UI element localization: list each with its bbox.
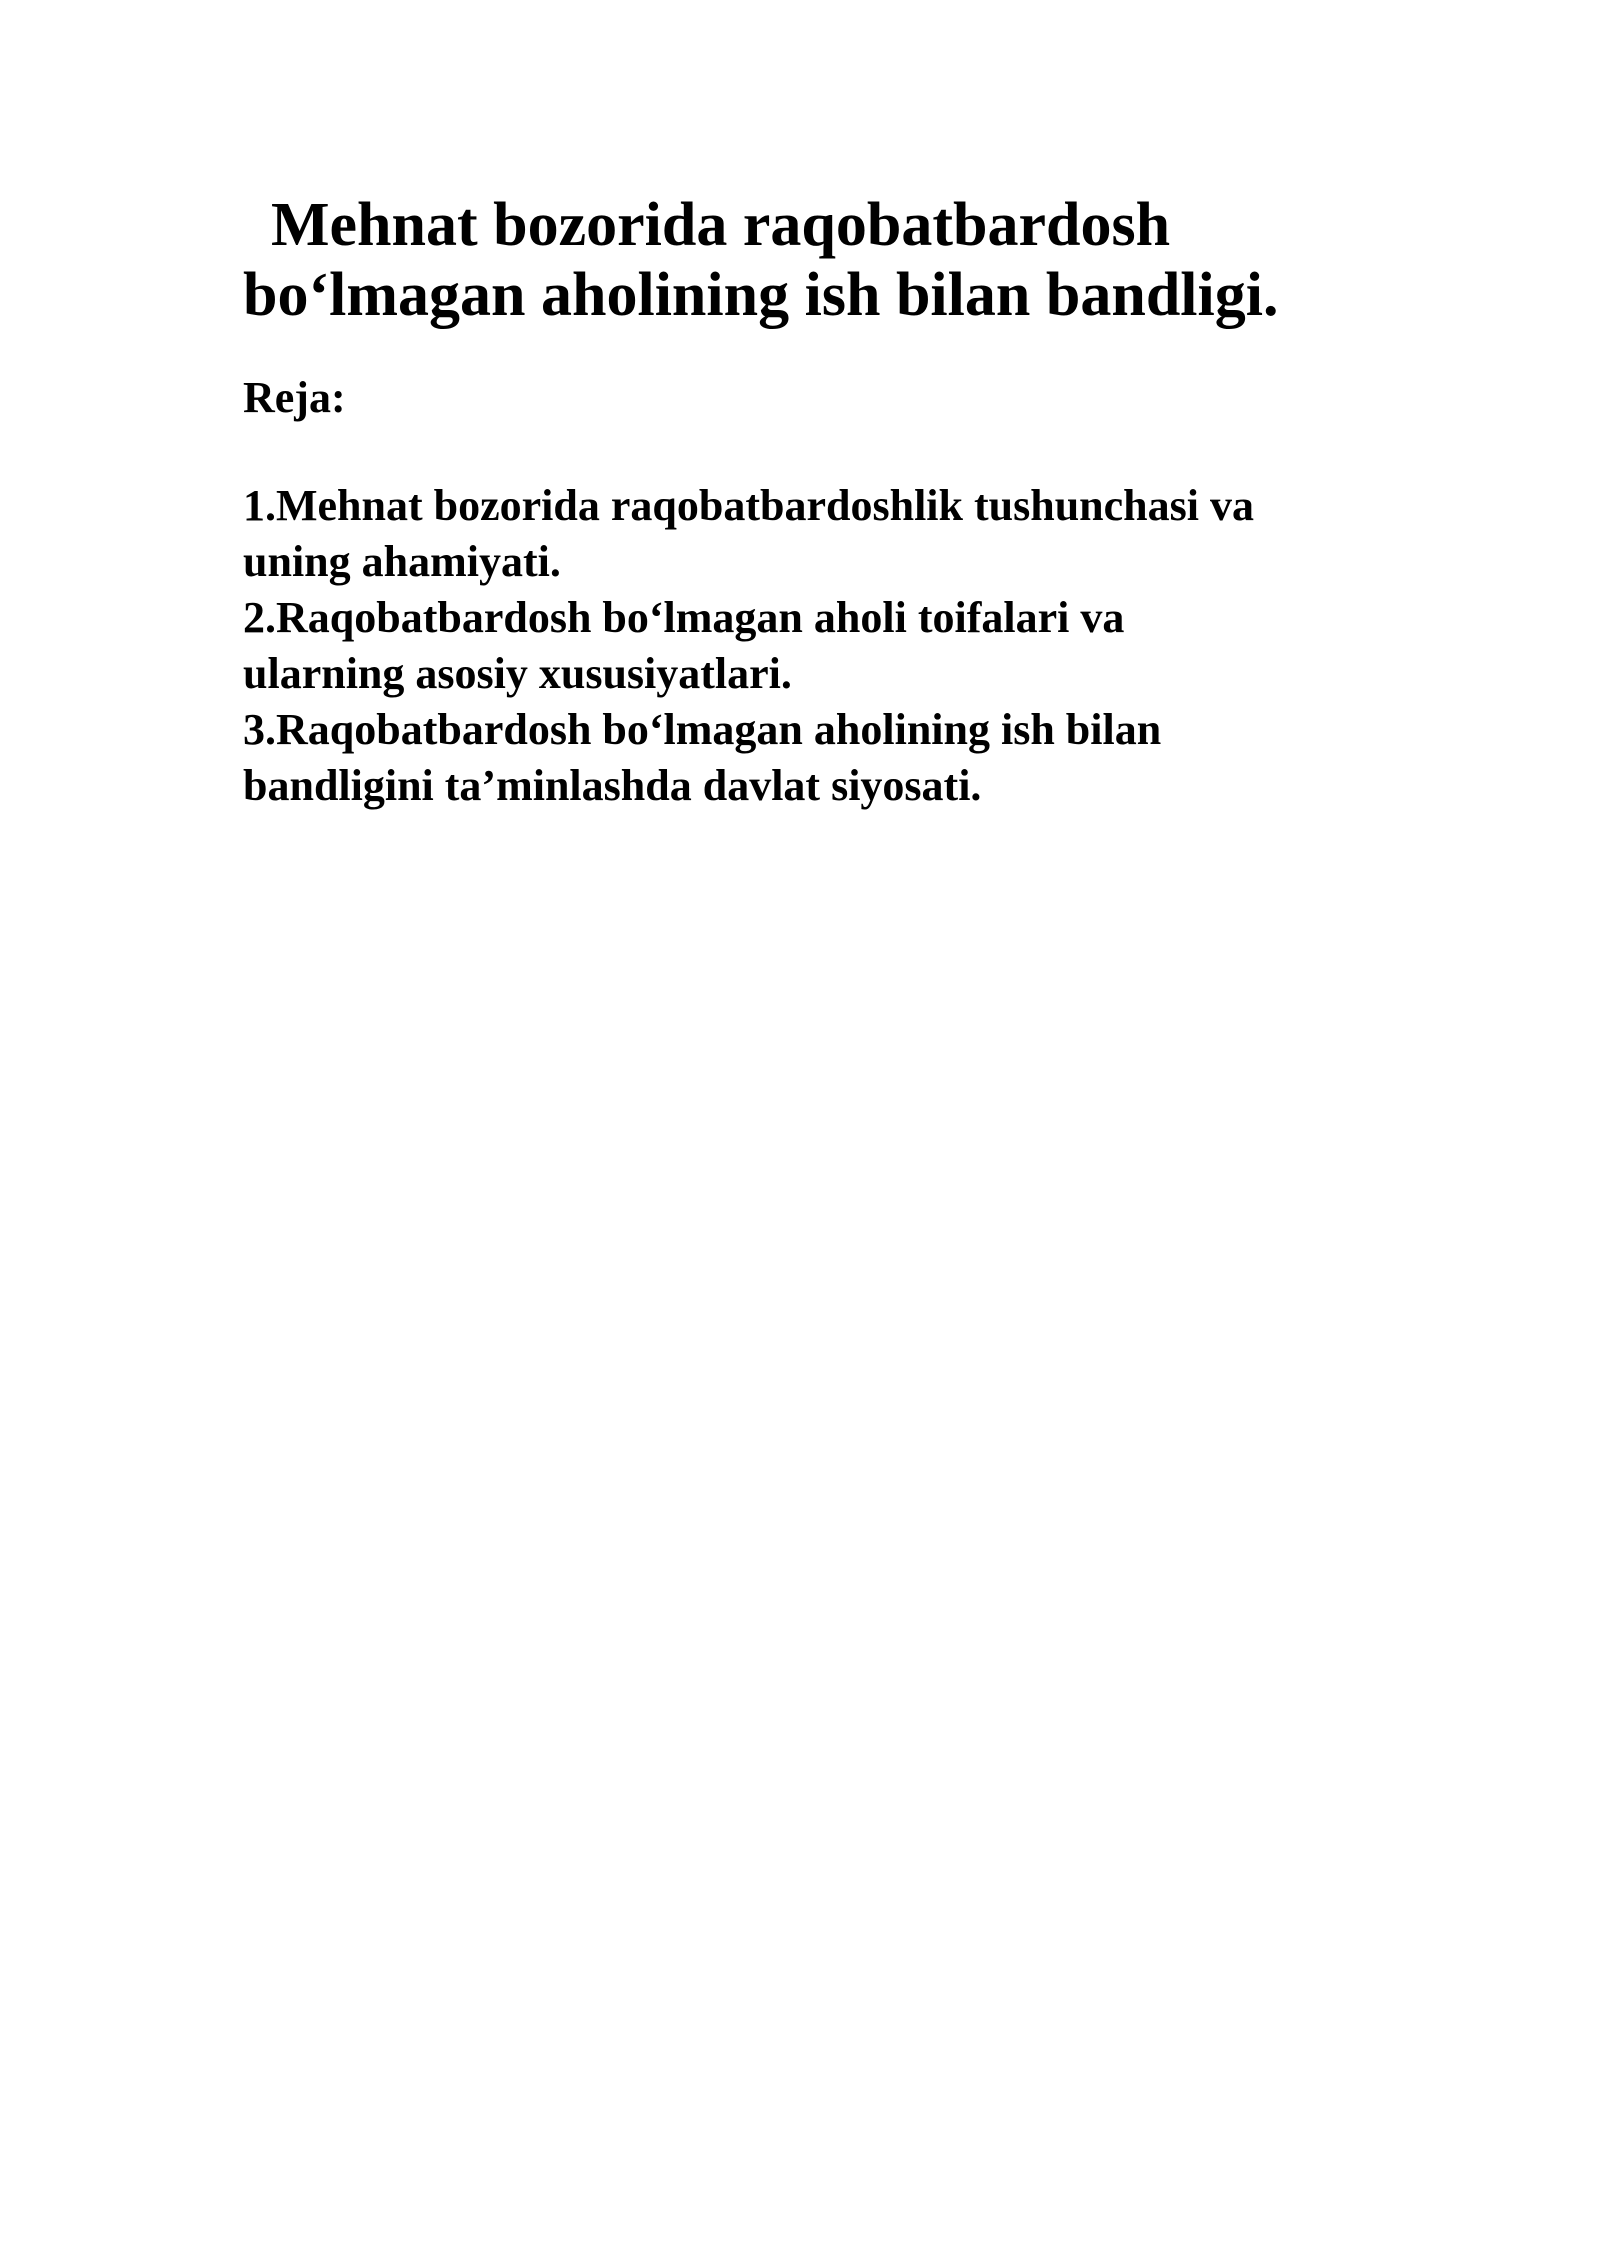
document-title	[243, 190, 1393, 330]
plan-item-line: 2.Raqobatbardosh bo‘lmagan aholi toifalari va	[243, 593, 1125, 642]
plan-item-line: uning ahamiyati.	[243, 537, 561, 586]
plan-item	[243, 478, 1393, 590]
plan-item-line: bandligini ta’minlashda davlat siyosati.	[243, 761, 982, 810]
title-line: Mehnat bozorida raqobatbardosh	[271, 191, 1171, 259]
plan-item-line: 3.Raqobatbardosh bo‘lmagan aholining ish bilan	[243, 705, 1162, 754]
plan-item-line: ularning asosiy xususiyatlari.	[243, 649, 792, 698]
plan-heading: Reja:	[243, 373, 346, 422]
plan-item	[243, 702, 1393, 814]
plan-item-line: 1.Mehnat bozorida raqobatbardoshlik tushunchasi va	[243, 481, 1254, 530]
plan-item	[243, 590, 1393, 702]
plan-list	[243, 478, 1393, 814]
title-line: bo‘lmagan aholining ish bilan bandligi.	[243, 261, 1279, 329]
page-content	[243, 190, 1393, 814]
